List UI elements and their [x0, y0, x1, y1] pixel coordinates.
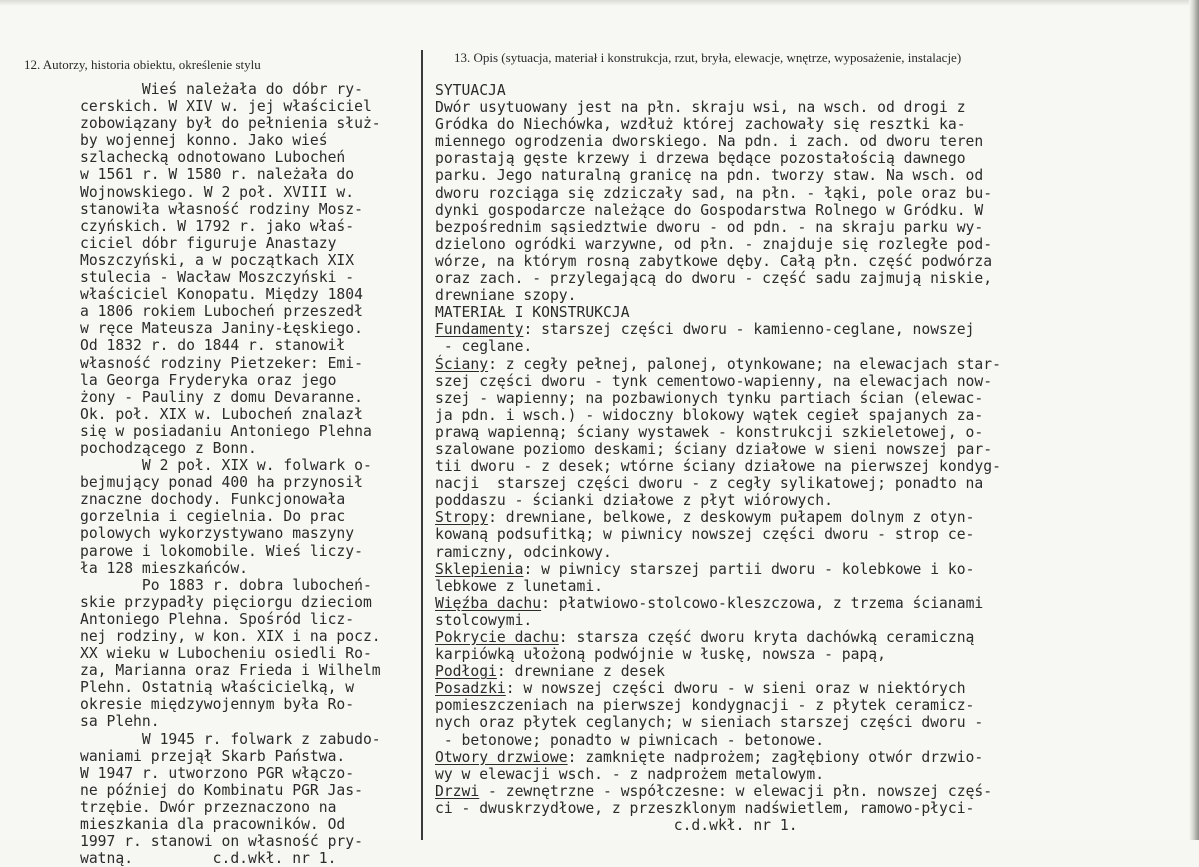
description-line — [435, 663, 1175, 680]
history-line: ciciel dóbr figuruje Anastazy — [80, 234, 337, 252]
description-line — [435, 270, 1175, 287]
field-text: bezpośrednim sąsiedztwie dworu - od pdn. - na skraju parku wy- — [435, 218, 984, 236]
field-text: szalowane poziomo deskami; ściany działowe w sieni nowszej par- — [435, 440, 993, 458]
field-text: miennego ogrodzenia dworskiego. Na pdn. i zach. od dworu teren — [435, 133, 984, 151]
history-line: trzębie. Dwór przeznaczono na — [80, 798, 337, 816]
history-line: w 1561 r. W 1580 r. należała do — [80, 166, 355, 184]
description-line — [435, 236, 1175, 253]
field-text: Gródka do Niechówka, wzdłuż której zachowały się resztki ka- — [435, 116, 966, 134]
field-text: stolcowymi. — [435, 611, 533, 629]
field-label: Stropy — [435, 509, 489, 527]
field-label: Ściany — [435, 355, 489, 373]
description-line — [435, 578, 1175, 595]
history-line: okresie międzywojennym była Ro- — [80, 696, 355, 714]
history-line: W 1945 r. folwark z zabudo- — [80, 730, 381, 748]
description-line — [435, 475, 1175, 492]
description-line — [435, 544, 1175, 561]
field-text: : drewniane z desek — [496, 663, 665, 681]
history-line: własność rodziny Pietzeker: Emi- — [80, 354, 363, 372]
field-text: : w piwnicy starszej partii dworu - kolebkowe i ko- — [523, 560, 975, 578]
history-line: Wieś należała do dóbr ry- — [80, 81, 363, 98]
description-line — [435, 82, 1175, 99]
description-line — [435, 441, 1175, 458]
description-line — [435, 595, 1175, 612]
field-label: Sklepienia — [435, 560, 524, 578]
history-line: Od 1832 r. do 1844 r. stanowił — [80, 337, 346, 355]
description-line — [435, 492, 1175, 509]
description-line — [435, 150, 1175, 167]
field-text: drewniane szopy. — [435, 287, 577, 305]
description-line — [435, 321, 1175, 338]
description-line — [435, 304, 1175, 321]
field-text: karpiówką ułożoną podwójnie w łuskę, nowsza - papą, — [435, 646, 886, 664]
description-line — [435, 680, 1175, 697]
field-text: porastają gęste krzewy i drzewa będące pozostałością dawnego — [435, 150, 966, 168]
field-text: pomieszczeniach na pierwszej kondygnacji - z płytek ceramicz- — [435, 697, 975, 715]
history-line: Antoniego Plehna. Spośród licz- — [80, 610, 355, 628]
description-line — [435, 646, 1175, 663]
description-line — [435, 167, 1175, 184]
section-12-header: 12. Autorzy, historia obiektu, określenie stylu — [24, 57, 261, 72]
description-line — [435, 817, 1175, 834]
history-line: W 2 poł. XIX w. folwark o- — [80, 457, 372, 475]
description-line — [435, 783, 1175, 800]
history-line: mieszkania dla pracowników. Od — [80, 816, 346, 834]
field-text: : starszej części dworu - kamienno-ceglane, nowszej — [523, 321, 975, 339]
description-line — [435, 509, 1175, 526]
history-line: W 1947 r. utworzono PGR włączo- — [80, 764, 355, 782]
description-line — [435, 185, 1175, 202]
history-column — [80, 81, 420, 867]
history-line: waniami przejął Skarb Państwa. — [80, 747, 346, 765]
field-text: - zewnętrzne - współczesne: w elewacji płn. nowszej częś- — [479, 782, 993, 800]
description-line — [435, 116, 1175, 133]
history-line: Moszczyński, a w początkach XIX — [80, 251, 355, 269]
history-line: gorzelnia i cegielnia. Do prac — [80, 508, 346, 526]
history-line: Wojnowskiego. W 2 poł. XVIII w. — [80, 183, 355, 201]
field-text: : płatwiowo-stolcowo-kleszczowa, z trzema ścianami — [541, 594, 984, 612]
history-line: bejmujący ponad 400 ha przynosił — [80, 474, 363, 492]
description-line — [435, 766, 1175, 783]
description-line — [435, 424, 1175, 441]
history-line: szlachecką odnotowano Lubocheń — [80, 149, 346, 167]
field-label: Pokrycie dachu — [435, 629, 559, 646]
description-line — [435, 561, 1175, 578]
field-text: - betonowe; ponadto w piwnicach - betonowe. — [435, 731, 825, 749]
field-text: - ceglane. — [435, 338, 533, 356]
history-line: właściciel Konopatu. Między 1804 — [80, 286, 363, 304]
field-text: Dwór usytuowany jest na płn. skraju wsi, na wsch. od drogi z — [435, 99, 966, 117]
history-line: XX wieku w Lubocheniu osiedli Ro- — [80, 645, 372, 663]
field-text: szej - wapienny; na pozbawionych tynku partiach ścian (elewac- — [435, 389, 984, 407]
description-line — [435, 133, 1175, 150]
field-text: kowaną podsufitką; w piwnicy nowszej części dworu - strop ce- — [435, 526, 975, 544]
field-text: c.d.wkł. nr 1. — [435, 817, 798, 835]
field-text: szej części dworu - tynk cementowo-wapienny, na elewacjach now- — [435, 372, 993, 390]
field-label: Więźba dachu — [435, 594, 542, 612]
description-line — [435, 629, 1175, 646]
history-line: stanowiła własność rodziny Mosz- — [80, 200, 363, 218]
description-line — [435, 219, 1175, 236]
description-line — [435, 253, 1175, 270]
scan-right-edge — [1189, 0, 1199, 840]
history-line: żony - Pauliny z domu Devaranne. — [80, 388, 363, 406]
description-line — [435, 800, 1175, 817]
description-line — [435, 202, 1175, 219]
history-line: pochodzącego z Bonn. — [80, 439, 257, 457]
history-line: parowe i lokomobile. Wieś liczy- — [80, 542, 363, 560]
description-line — [435, 287, 1175, 304]
description-line — [435, 373, 1175, 390]
field-text: dworu rozciąga się zdziczały sad, na płn. - łąki, pole oraz bu- — [435, 184, 993, 202]
field-text: prawą wapienną; ściany wystawek - konstrukcji szkieletowej, o- — [435, 423, 984, 441]
field-text: MATERIAŁ I KONSTRUKCJA — [435, 304, 630, 322]
field-text: tii dworu - z desek; wtórne ściany działowe na pierwszej kondyg- — [435, 458, 1001, 476]
field-text: ci - dwuskrzydłowe, z przeszklonym nadświetlem, ramowo-płyci- — [435, 799, 975, 817]
history-line: by wojennej konno. Jako wieś — [80, 132, 328, 150]
field-text: ramiczny, odcinkowy. — [435, 543, 612, 561]
field-text: wórze, na którym rosną zabytkowe dęby. Całą płn. część podwórza — [435, 252, 993, 270]
history-line: znaczne dochody. Funkcjonowała — [80, 491, 346, 509]
description-line — [435, 612, 1175, 629]
field-label: Posadzki — [435, 680, 506, 698]
field-text: : z cegły pełnej, palonej, otynkowane; na elewacjach star- — [488, 355, 1001, 373]
description-line — [435, 458, 1175, 475]
history-line: a 1806 rokiem Lubocheń przeszedł — [80, 303, 363, 321]
field-label: Otwory drzwiowe — [435, 748, 568, 766]
field-text: : drewniane, belkowe, z deskowym pułapem dolnym z otyn- — [488, 509, 975, 527]
section-13-header: 13. Opis (sytuacja, materiał i konstrukcja, rzut, bryła, elewacje, wnętrze, wyposażenie, instalacje) — [454, 50, 962, 65]
column-divider — [421, 50, 423, 840]
description-line — [435, 697, 1175, 714]
field-text: SYTUACJA — [435, 82, 506, 99]
description-line — [435, 714, 1175, 731]
field-text: parku. Jego naturalną granicę na pdn. tworzy staw. Na wsch. od — [435, 167, 984, 185]
field-label: Fundamenty — [435, 321, 524, 339]
description-line — [435, 99, 1175, 116]
field-text: lebkowe z lunetami. — [435, 577, 604, 595]
history-line: nej rodziny, w kon. XIX i na pocz. — [80, 628, 381, 645]
description-line — [435, 407, 1175, 424]
history-line: się w posiadaniu Antoniego Plehna — [80, 422, 372, 440]
field-text: nych oraz płytek ceglanych; w sieniach starszej części dworu - — [435, 714, 984, 732]
description-line — [435, 732, 1175, 749]
description-line — [435, 526, 1175, 543]
description-column — [435, 82, 1175, 834]
history-line: watną. c.d.wkł. nr 1. — [80, 850, 337, 867]
history-line: stulecia - Wacław Moszczyński - — [80, 269, 355, 287]
history-line: skie przypadły pięciorgu dzieciom — [80, 593, 372, 611]
history-line: cerskich. W XIV w. jej właściciel — [80, 98, 372, 116]
description-line — [435, 356, 1175, 373]
field-text: wy w elewacji wsch. - z nadprożem metalowym. — [435, 765, 825, 783]
field-label: Podłogi — [435, 663, 497, 681]
description-line — [435, 390, 1175, 407]
description-line — [435, 749, 1175, 766]
history-line: polowych wykorzystywano maszyny — [80, 525, 355, 543]
history-line: ła 128 mieszkańców. — [80, 559, 249, 577]
history-line: 1997 r. stanowi on własność pry- — [80, 833, 363, 851]
field-text: : zamknięte nadprożem; zagłębiony otwór drzwio- — [567, 748, 984, 766]
history-line: w ręce Mateusza Janiny-Łęskiego. — [80, 320, 363, 338]
history-line: la Georga Fryderyka oraz jego — [80, 371, 337, 389]
field-label: Drzwi — [435, 782, 480, 800]
field-text: : w nowszej części dworu - w sieni oraz w niektórych — [505, 680, 966, 698]
history-line: Po 1883 r. dobra lubocheń- — [80, 576, 372, 594]
history-line: zobowiązany był do pełnienia służ- — [80, 115, 381, 133]
field-text: poddaszu - ścianki działowe z płyt wiórowych. — [435, 492, 833, 510]
field-text: nacji starszej części dworu - z cegły sylikatowej; ponadto na — [435, 475, 984, 493]
history-line: za, Marianna oraz Frieda i Wilhelm — [80, 662, 381, 680]
history-line: ne później do Kombinatu PGR Jas- — [80, 781, 363, 799]
field-text: : starsza część dworu kryta dachówką ceramiczną — [558, 629, 975, 646]
field-text: dzielono ogródki warzywne, od płn. - znajduje się rozległe pod- — [435, 235, 993, 253]
history-line: sa Plehn. — [80, 713, 160, 731]
history-line: Ok. poł. XIX w. Lubocheń znalazł — [80, 405, 363, 423]
field-text: oraz zach. - przylegającą do dworu - część sadu zajmują niskie, — [435, 270, 993, 288]
description-line — [435, 338, 1175, 355]
history-line: czyńskich. W 1792 r. jako właś- — [80, 217, 355, 235]
field-text: ja pdn. i wsch.) - widoczny blokowy wątek cegieł spajanych za- — [435, 406, 984, 424]
field-text: dynki gospodarcze należące do Gospodarstwa Rolnego w Gródku. W — [435, 201, 984, 219]
scan-top-edge — [0, 0, 1199, 6]
history-line: Plehn. Ostatnią właścicielką, w — [80, 679, 355, 697]
